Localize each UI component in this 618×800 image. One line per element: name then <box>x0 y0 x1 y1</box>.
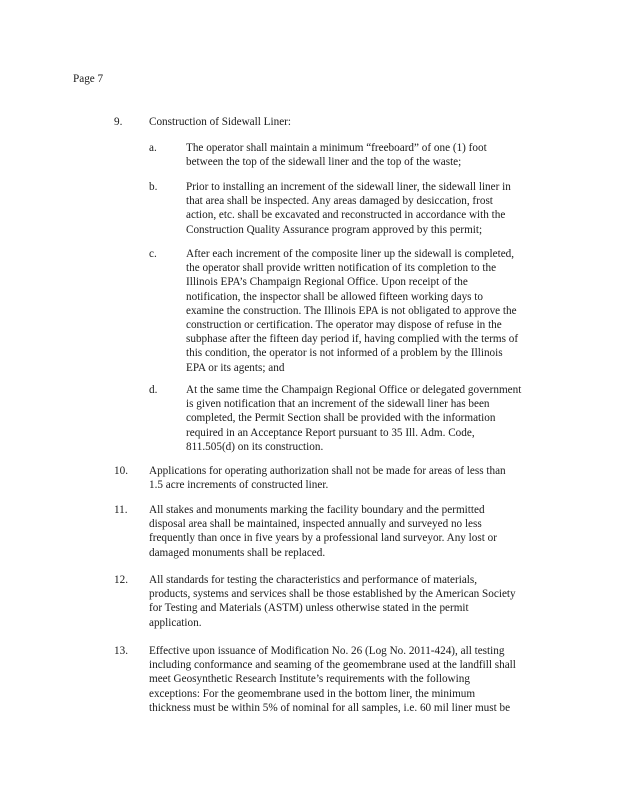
text-line: required in an Acceptance Report pursuant to 35 Ill. Adm. Code, <box>186 426 475 439</box>
item-13-text <box>149 644 544 715</box>
text-line: subphase after the fifteen day period if, having complied with the terms of <box>186 333 519 346</box>
text-line: Illinois EPA’s Champaign Regional Office. Upon receipt of the <box>186 276 468 289</box>
text-line: between the top of the sidewall liner and the top of the waste; <box>186 156 462 169</box>
subitem-letter-c: c. <box>149 248 157 260</box>
item-10-text <box>149 464 544 492</box>
text-line: notification, the inspector shall be allowed fifteen working days to <box>186 290 484 303</box>
subitem-letter-a: a. <box>149 142 157 154</box>
page-label: Page 7 <box>73 73 104 85</box>
text-line: action, etc. shall be excavated and reconstructed in accordance with the <box>186 209 506 222</box>
item-9-heading <box>149 115 544 129</box>
subitem-letter-d: d. <box>149 384 158 396</box>
item-12-text <box>149 573 544 630</box>
item-number-11: 11. <box>114 504 128 516</box>
text-line: At the same time the Champaign Regional Office or delegated government <box>186 384 522 396</box>
item-number-12: 12. <box>114 574 128 586</box>
text-line: All stakes and monuments marking the facility boundary and the permitted <box>149 504 485 516</box>
text-line: exceptions: For the geomembrane used in the bottom liner, the minimum <box>149 687 476 700</box>
text-line: completed, the Permit Section shall be provided with the information <box>186 412 496 425</box>
text-line: meet Geosynthetic Research Institute’s requirements with the following <box>149 673 470 686</box>
text-line: Construction of Sidewall Liner: <box>149 116 291 128</box>
item-11-text <box>149 503 544 560</box>
text-line: damaged monuments shall be replaced. <box>149 546 326 559</box>
text-line: Prior to installing an increment of the sidewall liner, the sidewall liner in <box>186 181 511 193</box>
text-line: that area shall be inspected. Any areas damaged by desiccation, frost <box>186 195 493 208</box>
text-line: is given notification that an increment of the sidewall liner has been <box>186 398 490 411</box>
text-line: including conformance and seaming of the geomembrane used at the landfill shall <box>149 659 516 672</box>
text-line: construction or certification. The operator may dispose of refuse in the <box>186 319 502 332</box>
text-line: examine the construction. The Illinois EPA is not obligated to approve the <box>186 304 517 317</box>
subitem-b-text <box>186 180 548 237</box>
subitem-c-text <box>186 247 548 375</box>
text-line: application. <box>149 616 202 629</box>
subitem-a-text <box>186 141 548 169</box>
text-line: 1.5 acre increments of constructed liner. <box>149 479 329 492</box>
text-line: frequently than once in five years by a professional land surveyor. Any lost or <box>149 532 497 545</box>
text-line: the operator shall provide written notification of its completion to the <box>186 262 497 275</box>
text-line: thickness must be within 5% of nominal for all samples, i.e. 60 mil liner must be <box>149 701 511 714</box>
text-line: Effective upon issuance of Modification No. 26 (Log No. 2011-424), all testing <box>149 645 505 657</box>
text-line: disposal area shall be maintained, inspected annually and surveyed no less <box>149 518 482 531</box>
text-line: Applications for operating authorization shall not be made for areas of less than <box>149 465 506 477</box>
item-number-9: 9. <box>114 116 123 128</box>
text-line: All standards for testing the characteristics and performance of materials, <box>149 574 478 586</box>
item-number-13: 13. <box>114 645 128 657</box>
text-line: EPA or its agents; and <box>186 361 285 374</box>
subitem-letter-b: b. <box>149 181 158 193</box>
text-line: this condition, the operator is not informed of a problem by the Illinois <box>186 347 503 360</box>
item-number-10: 10. <box>114 465 128 477</box>
text-line: 811.505(d) on its construction. <box>186 440 324 453</box>
text-line: for Testing and Materials (ASTM) unless otherwise stated in the permit <box>149 602 469 615</box>
text-line: Construction Quality Assurance program approved by this permit; <box>186 223 483 236</box>
text-line: The operator shall maintain a minimum “freeboard” of one (1) foot <box>186 142 487 154</box>
text-line: After each increment of the composite liner up the sidewall is completed, <box>186 248 515 260</box>
text-line: products, systems and services shall be those established by the American Society <box>149 588 516 601</box>
subitem-d-text <box>186 383 548 454</box>
